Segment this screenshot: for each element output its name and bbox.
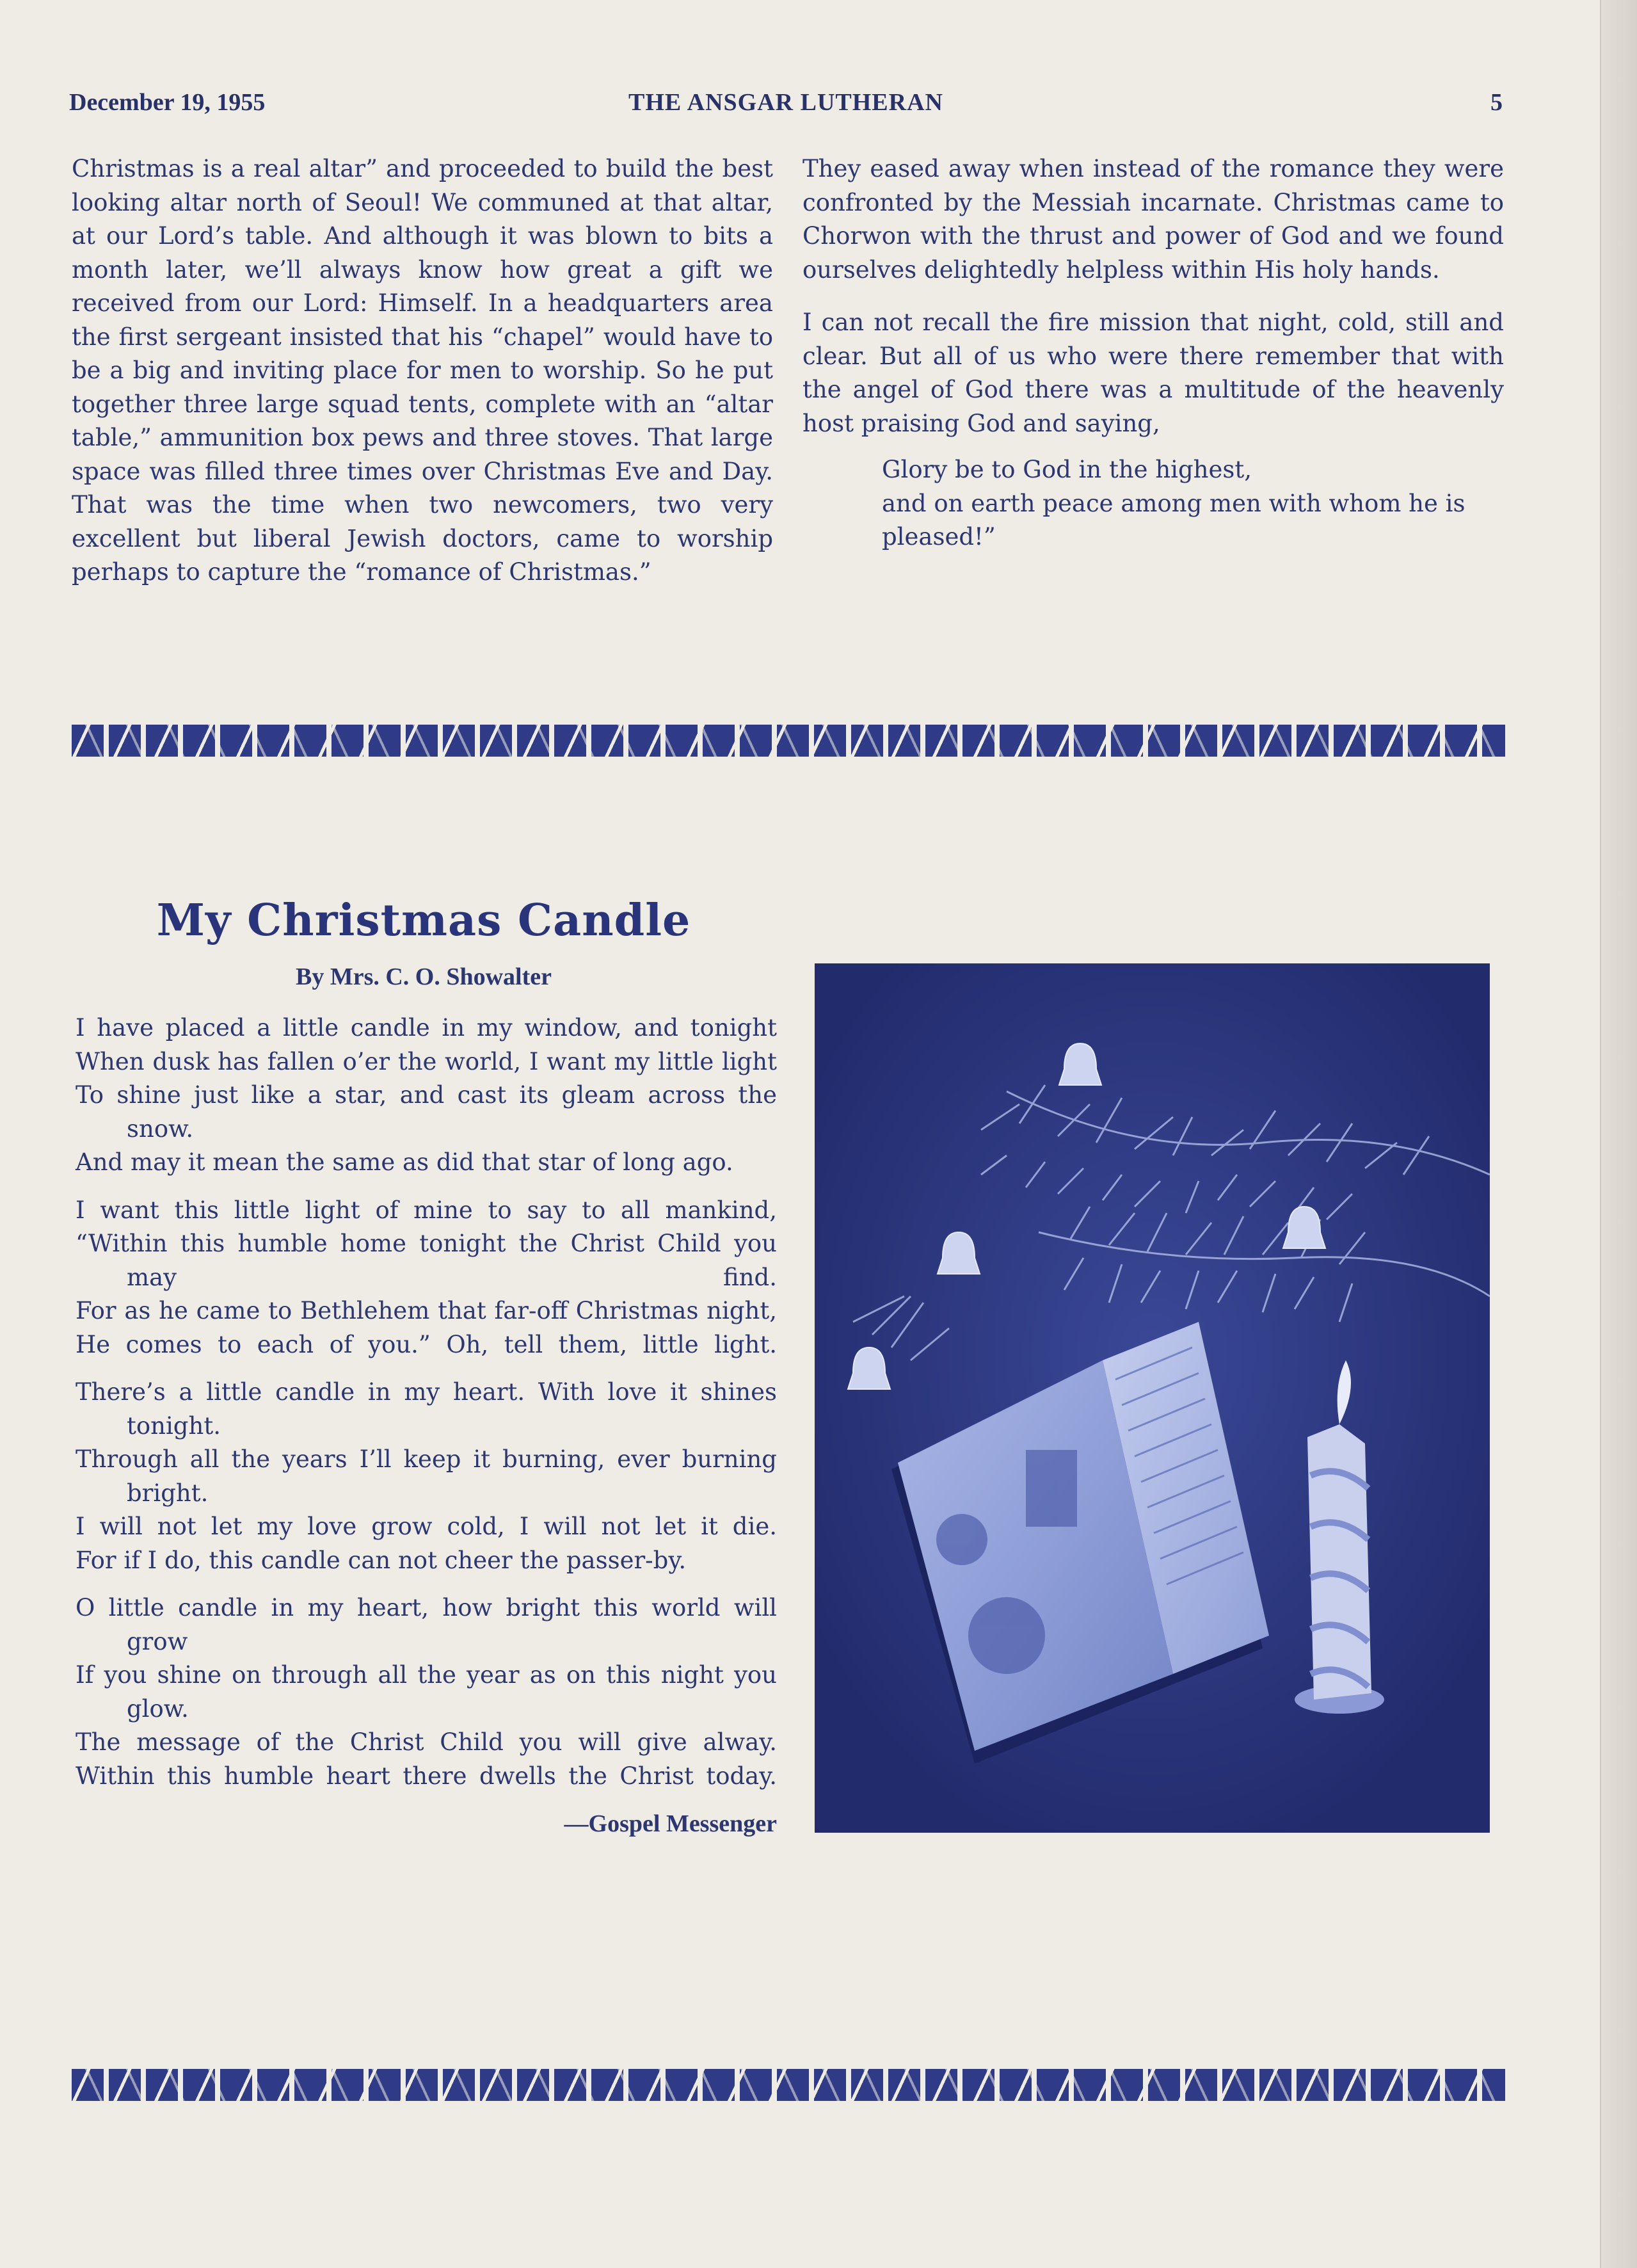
article-paragraph: Christmas is a real altar” and proceeded to build the best looking altar north of Seoul! We communed at that altar, at our Lord’s table. And although it was blown to bits a month later, we’ll always know how great a gift we received from our Lord: Himself. In a headquarters area the first sergeant insisted that his “chapel” would have to be a big and inviting place for men to worship. So he put together three large squad tents, complete with an “altar table,” ammunition box pews and three stoves. That large space was filled three times over Christmas Eve and Day. That was the time when two newcomers, two very excellent but liberal Jewish doctors, came to worship perhaps to capture the “romance of Christmas.” xyxy=(72,155,773,586)
poem-line: Through all the years I’ll keep it burning, ever burning bright. xyxy=(76,1445,777,1507)
candle-bible-bells-photo xyxy=(815,963,1490,1833)
poem-line: The message of the Christ Child you will give alway. xyxy=(76,1728,777,1756)
poem-stanza xyxy=(76,1591,777,1793)
poem-line: I have placed a little candle in my window, and tonight xyxy=(76,1014,777,1042)
page-edge xyxy=(1600,0,1637,2268)
article-continuation-left xyxy=(72,152,773,590)
quote-line: Glory be to God in the highest, xyxy=(882,456,1252,483)
quote-line: and on earth peace among men with whom he is pleased!” xyxy=(882,489,1465,551)
poem-title: My Christmas Candle xyxy=(156,895,691,946)
ornamental-divider-bottom xyxy=(72,2069,1505,2101)
page-header xyxy=(69,88,1503,127)
poem-byline: By Mrs. C. O. Showalter xyxy=(295,963,552,990)
photo-illustration xyxy=(815,963,1490,1833)
poem-stanza xyxy=(76,1011,777,1180)
poem-line: When dusk has fallen o’er the world, I want my little light xyxy=(76,1047,777,1075)
poem-line: I want this little light of mine to say to all mankind, xyxy=(76,1196,777,1224)
poem-stanza xyxy=(76,1194,777,1362)
scripture-quote xyxy=(803,453,1504,554)
poem-line: To shine just like a star, and cast its gleam across the snow. xyxy=(76,1081,777,1143)
ornamental-divider-top xyxy=(72,725,1505,757)
poem-line: Within this humble heart there dwells the Christ today. xyxy=(76,1762,777,1790)
poem-line: He comes to each of you.” Oh, tell them, little light. xyxy=(76,1330,777,1358)
article-paragraph: I can not recall the fire mission that night, cold, still and clear. But all of us who were there remember that with the angel of God there was a multitude of the heavenly host praising God and saying, xyxy=(803,309,1504,437)
poem-body xyxy=(76,1011,777,1841)
poem-line: For as he came to Bethlehem that far-off Christmas night, xyxy=(76,1297,777,1324)
poem-line: And may it mean the same as did that star of long ago. xyxy=(76,1148,733,1176)
poem-line: O little candle in my heart, how bright this world will grow xyxy=(76,1594,777,1655)
poem-stanza xyxy=(76,1376,777,1577)
issue-date: December 19, 1955 xyxy=(69,89,266,116)
poem-credit: —Gospel Messenger xyxy=(564,1810,777,1837)
publication-title: THE ANSGAR LUTHERAN xyxy=(628,89,943,116)
poem-line: “Within this humble home tonight the Christ Child you may find. xyxy=(76,1230,777,1291)
poem-line: I will not let my love grow cold, I will not let it die. xyxy=(76,1513,777,1540)
poem-line: If you shine on through all the year as on this night you glow. xyxy=(76,1661,777,1723)
poem-line: There’s a little candle in my heart. With love it shines tonight. xyxy=(76,1378,777,1440)
poem-line: For if I do, this candle can not cheer the passer-by. xyxy=(76,1546,687,1574)
article-continuation-right xyxy=(803,152,1504,554)
page-number: 5 xyxy=(1490,89,1503,116)
article-paragraph: They eased away when instead of the romance they were confronted by the Messiah incarnate. Christmas came to Chorwon with the thrust and power of God and we found ourselves delightedly helpless within His holy hands. xyxy=(803,155,1504,284)
